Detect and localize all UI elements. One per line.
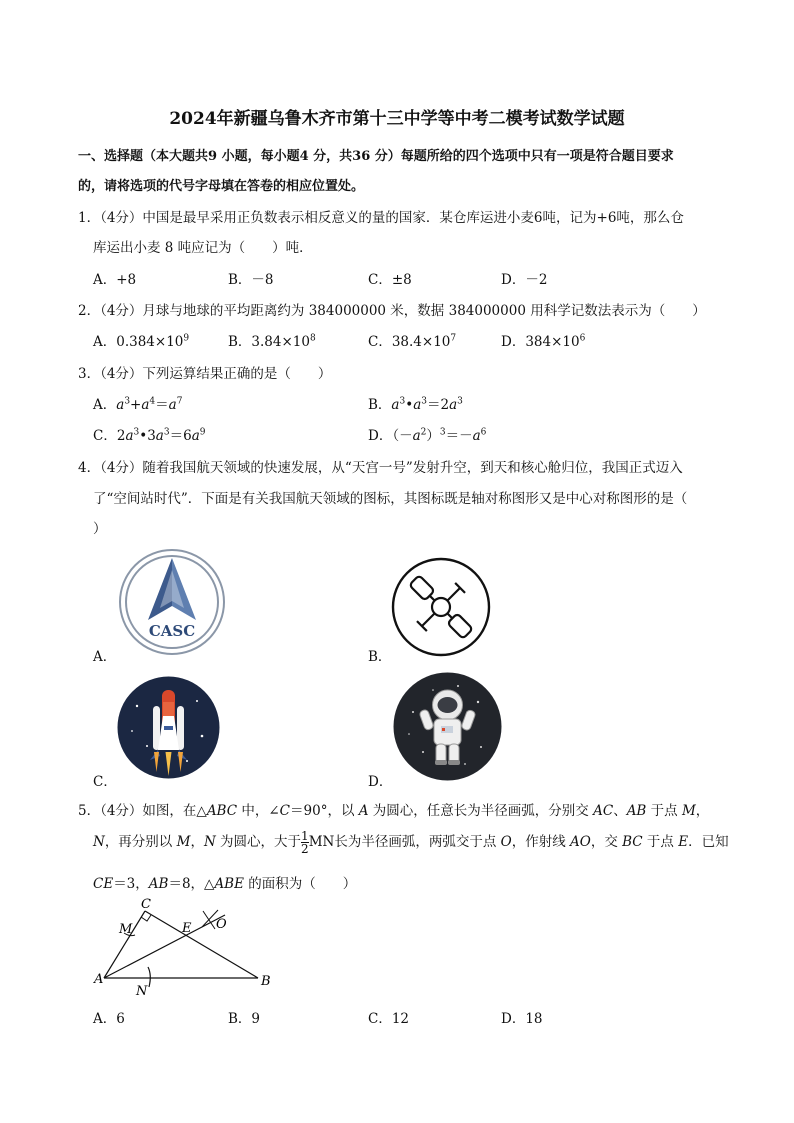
point-b-label: B (261, 974, 271, 989)
q5-option-c: C．12 (368, 1011, 410, 1027)
q2-option-c: C．$38.4\times 10^7$ (368, 333, 457, 350)
point-n-label: N (136, 984, 148, 999)
q5-option-b: B．9 (228, 1011, 261, 1027)
q3-stem: 3．（4分）下列运算结果正确的是（ ） (78, 366, 332, 382)
q4-stem-line1: 4．（4分）随着我国航天领域的快速发展，从“天宫一号”发射升空，到天和核心舱归位，我国正式迈入 (78, 460, 683, 476)
point-m-label: M (119, 922, 133, 937)
q4-option-c-label: C． (93, 774, 117, 790)
q5-stem-line2: N，再分别以 M，N 为圆心，大于 $\frac{1}{2}$ MN长为半径画弧，两弧交于点 O，作射线 AO，交 BC 于点 E．已知 (93, 829, 729, 856)
q4-option-a-label: A． (93, 649, 117, 665)
q1-stem-line1: 1．（4分）中国是最早采用正负数表示相反意义的量的国家．某仓库运进小麦6吨，记为+6吨，那么仓 (78, 210, 684, 226)
q3-option-c: C．$2a^3•3a^3=6a^9$ (93, 427, 206, 444)
satellite-icon (390, 556, 492, 658)
point-c-label: C (141, 897, 151, 912)
space-shuttle-icon (117, 676, 220, 779)
q4-stem-line2: 了“空间站时代”．下面是有关我国航天领域的图标，其图标既是轴对称图形又是中心对称图形的是（ (93, 491, 688, 507)
q5-option-a: A．6 (93, 1011, 125, 1027)
q5-stem-line1: 5．（4分）如图，在△ABC 中，∠C＝90°，以 A 为圆心，任意长为半径画弧，分别交 AC、AB 于点 M， (78, 803, 710, 819)
point-o-label: O (216, 917, 227, 932)
q2-option-b: B．$3.84\times 10^8$ (228, 333, 316, 350)
q3-option-b: B．$a^3•a^3=2a^3$ (368, 396, 463, 413)
q1-option-b: B．－8 (228, 272, 274, 288)
page-title: 2024年新疆乌鲁木齐市第十三中学等中考二模考试数学试题 (169, 109, 625, 129)
section-heading-line2: 的，请将选项的代号字母填在答卷的相应位置处。 (78, 179, 365, 194)
q1-option-a: A．+8 (93, 272, 137, 288)
casc-logo-text: CASC (148, 622, 196, 640)
triangle-construction-figure (90, 895, 280, 1000)
q1-stem-line2: 库运出小麦 8 吨应记为（ ）吨． (93, 240, 313, 256)
q5-option-d: D．18 (501, 1011, 543, 1027)
one-half-fraction: $\frac{1}{2}$ (301, 829, 309, 856)
q3-option-a: A．$a^3+a^4=a^7$ (93, 396, 183, 413)
q3-option-d: D．$(-a^2)^3=-a^6$ (368, 427, 487, 444)
q2-stem: 2．（4分）月球与地球的平均距离约为 384000000 米，数据 384000000 用科学记数法表示为（ ） (78, 303, 706, 319)
section-heading-line1: 一、选择题（本大题共9 小题，每小题4 分，共36 分）每题所给的四个选项中只有一项是符合题目要求 (78, 149, 674, 164)
q5-stem-line3: CE＝3，AB＝8，△ABE 的面积为（ ） (93, 876, 357, 892)
q4-stem-line3: ） (93, 521, 107, 537)
point-a-label: A (94, 972, 104, 987)
q1-option-c: C．±8 (368, 272, 412, 288)
point-e-label: E (182, 921, 192, 936)
q4-option-b-label: B． (368, 649, 392, 665)
q1-option-d: D．－2 (501, 272, 548, 288)
q4-option-d-label: D． (368, 774, 393, 790)
casc-logo-icon (118, 548, 226, 656)
q2-option-d: D．$384\times 10^6$ (501, 333, 586, 350)
astronaut-icon (393, 672, 502, 781)
q2-option-a: A．$0.384\times 10^9$ (93, 333, 190, 350)
